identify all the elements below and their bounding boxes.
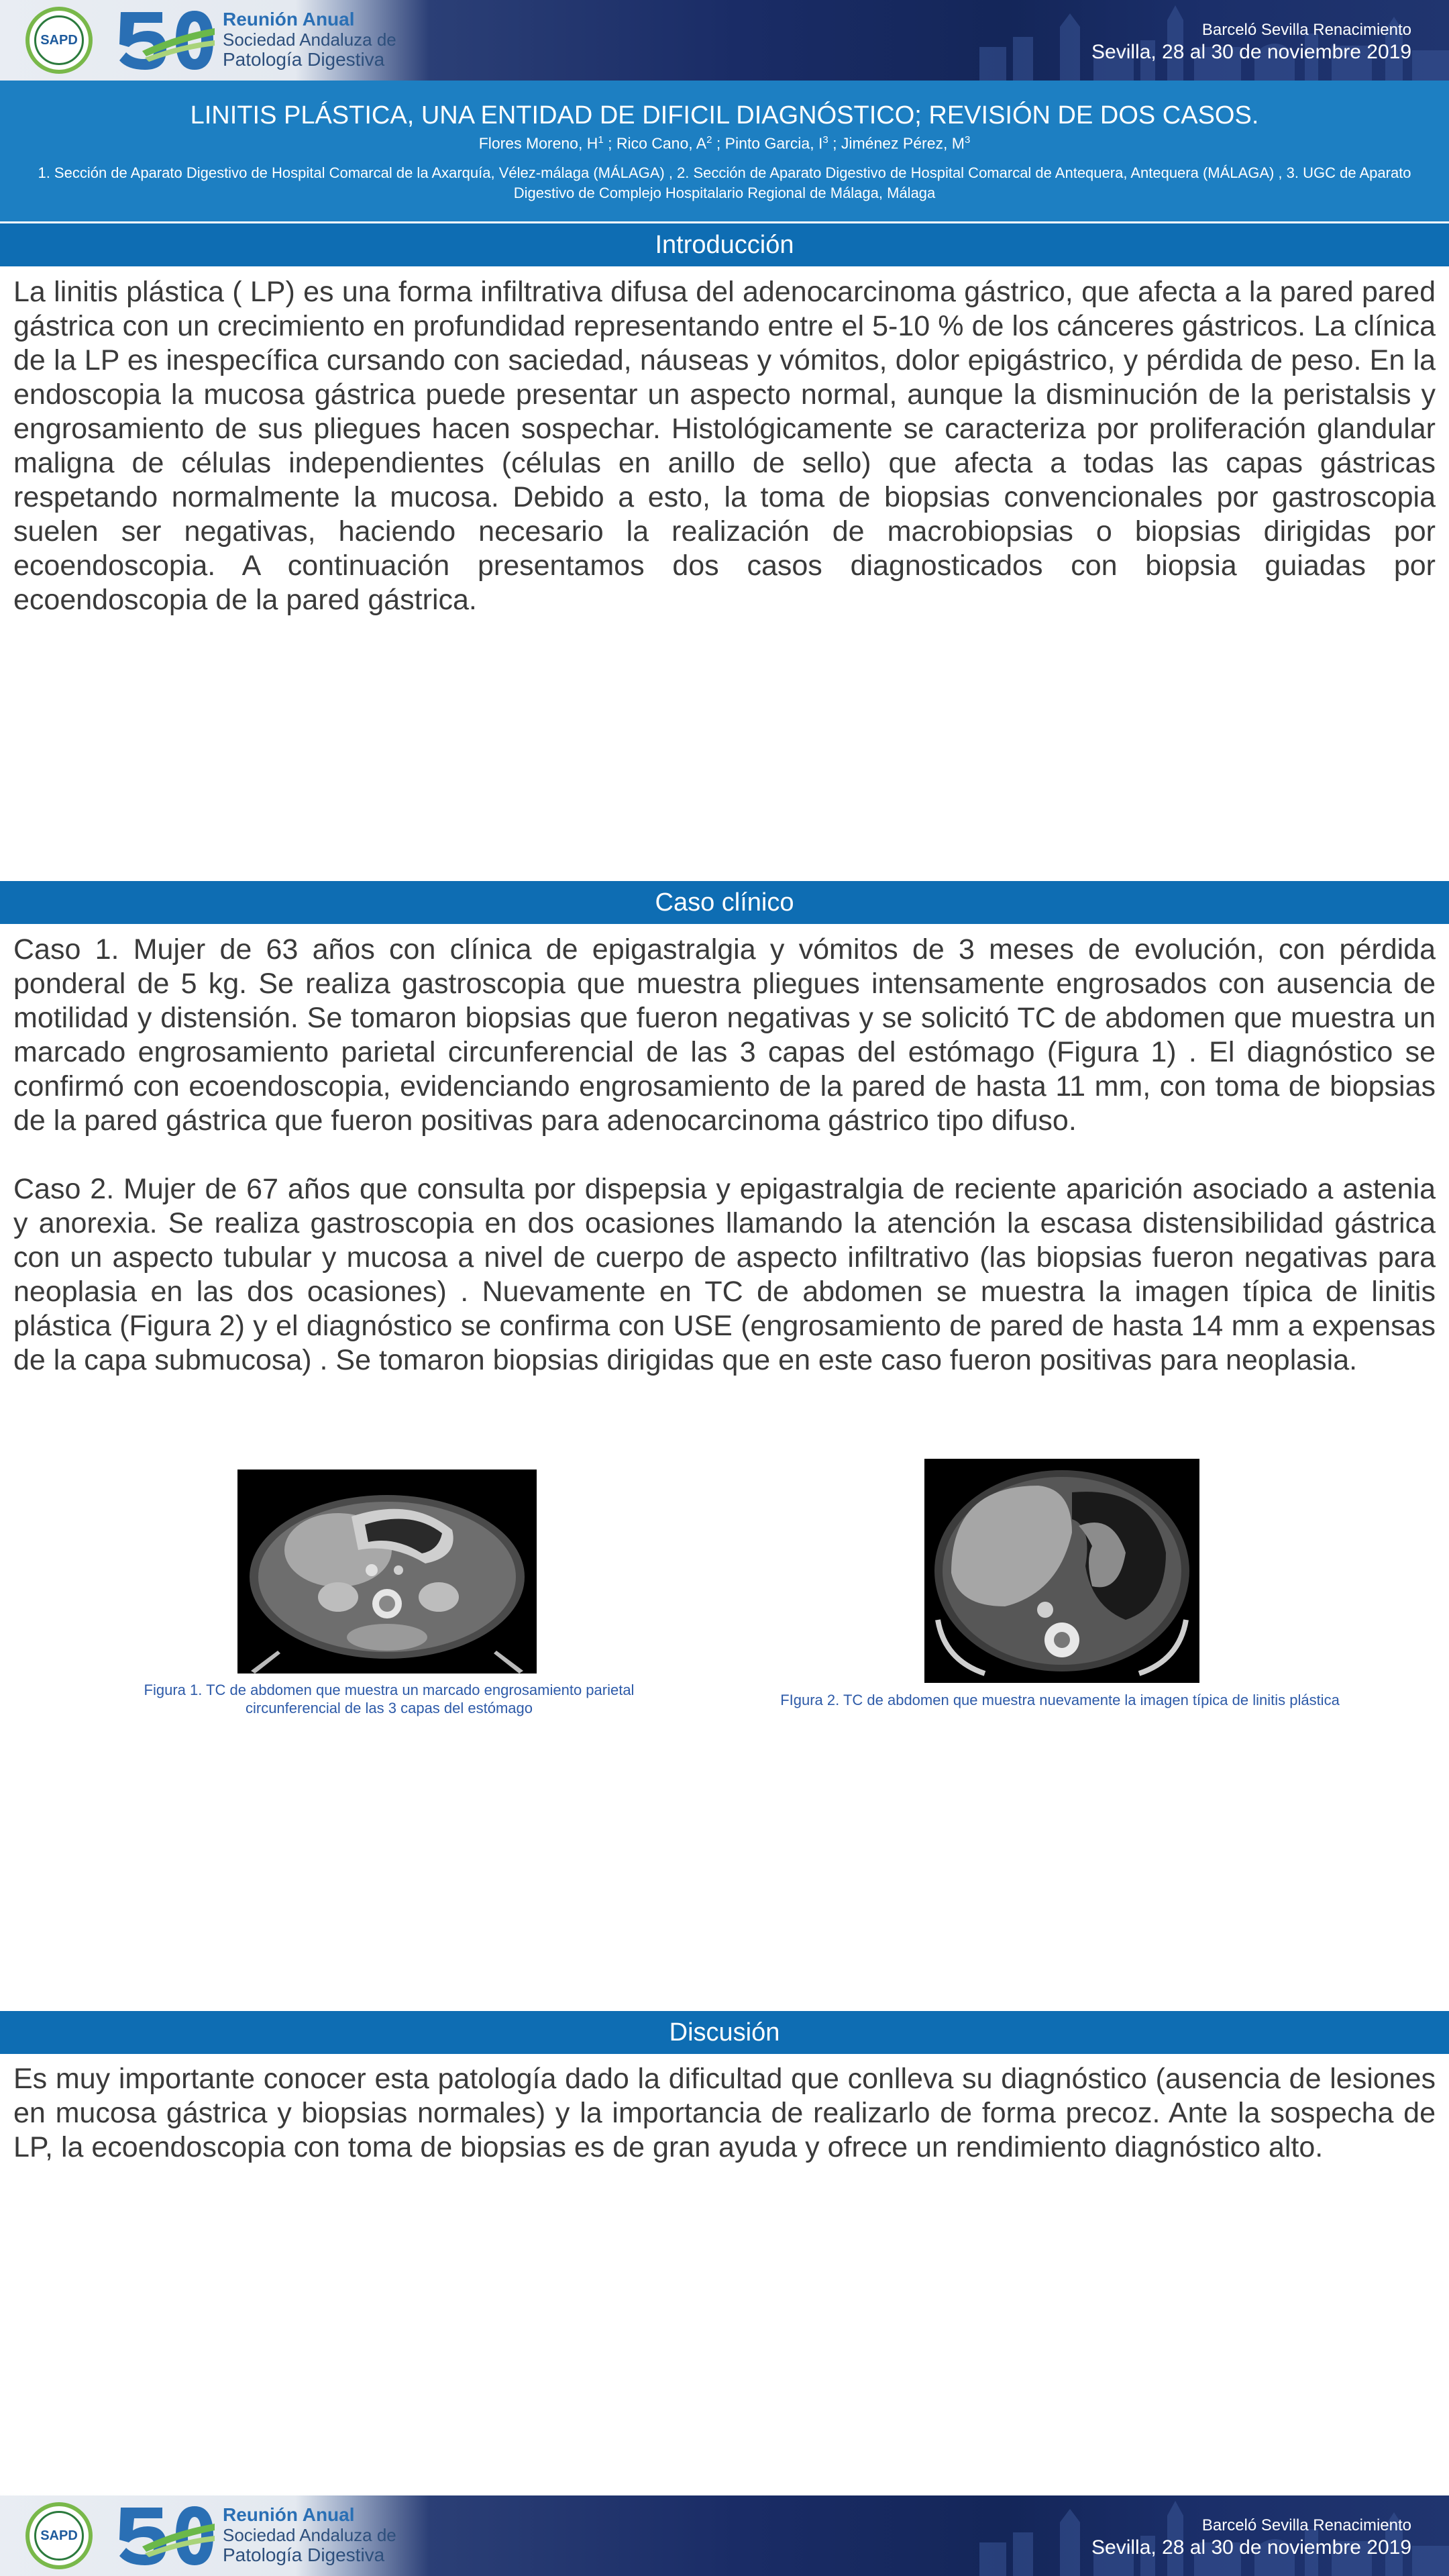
author-affiliation-number: 3 <box>964 134 971 146</box>
discussion-paragraph: Es muy importante conocer esta patología dado la dificultad que conlleva su diagnóstico (ausencia de lesiones en mucosa gástrica y biopsias normales) y la importancia de realizarlo de forma precoz. Ante la sospecha de LP, la ecoendoscopia con toma de biopsias es de gran ayuda y ofrece un rendimiento diagnóstico alto. <box>13 2063 1436 2163</box>
figure-1-ct-image <box>237 1470 537 1673</box>
anniversary-50-logo <box>115 2504 216 2568</box>
author-separator: ; <box>603 134 616 152</box>
poster-title: LINITIS PLÁSTICA, UNA ENTIDAD DE DIFICIL DIAGNÓSTICO; REVISIÓN DE DOS CASOS. <box>190 101 1259 130</box>
poster-title-block <box>0 81 1449 221</box>
author-name: Pinto Garcia, I <box>724 134 823 152</box>
venue-info <box>1091 2516 1411 2560</box>
intro-text <box>13 275 1436 617</box>
author-affiliation-number: 1 <box>598 134 604 146</box>
author-name: Flores Moreno, H <box>478 134 598 152</box>
organization-name <box>223 9 396 70</box>
figure-1-caption: Figura 1. TC de abdomen que muestra un marcado engrosamiento parietal circunferencial de las 3 capas del estómago <box>144 1682 635 1716</box>
author-separator: ; <box>712 134 725 152</box>
footer-banner <box>0 2495 1449 2576</box>
organization-name <box>223 2505 396 2565</box>
sapd-logo-text: SAPD <box>34 15 84 65</box>
author-name: Rico Cano, A <box>616 134 707 152</box>
author-affiliation-number: 3 <box>822 134 828 146</box>
sapd-logo <box>25 7 93 74</box>
section-heading-discussion: Discusión <box>0 2011 1449 2054</box>
sapd-logo-text: SAPD <box>34 2511 84 2561</box>
event-dates: Sevilla, 28 al 30 de noviembre 2019 <box>1091 2536 1411 2559</box>
org-line-2: Sociedad Andaluza de <box>223 2525 396 2545</box>
case-2-paragraph: Caso 2. Mujer de 67 años que consulta por dispepsia y epigastralgia de reciente aparición asociado a astenia y anorexia. Se realiza gastroscopia en dos ocasiones llamando la atención la escasa distensibilidad gástrica con un aspecto tubular y mucosa a nivel de cuerpo de aspecto infiltrativo (las biopsias fueron negativas para neoplasia en las dos ocasiones) . Nuevamente en TC de abdomen se muestra la imagen típica de linitis plástica (Figura 2) y el diagnóstico se confirma con USE (engrosamiento de pared de hasta 14 mm a expensas de la capa submucosa) . Se tomaron biopsias dirigidas que en este caso fueron positivas para neoplasia. <box>13 1173 1436 1376</box>
org-line-2: Sociedad Andaluza de <box>223 30 396 50</box>
venue-name: Barceló Sevilla Renacimiento <box>1201 2516 1411 2534</box>
event-dates: Sevilla, 28 al 30 de noviembre 2019 <box>1091 41 1411 63</box>
intro-paragraph: La linitis plástica ( LP) es una forma infiltrativa difusa del adenocarcinoma gástrico, que afecta a la pared pared gástrica con un crecimiento en profundidad representando entre el 5-10 % de los cánceres gástricos. La clínica de la LP es inespecífica cursando con saciedad, náuseas y vómitos, dolor epigástrico, y pérdida de peso. En la endoscopia la mucosa gástrica puede presentar un aspecto normal, aunque la disminución de la peristalsis y engrosamiento de sus pliegues hacen sospechar. Histológicamente se caracteriza por proliferación glandular maligna de células independientes (células en anillo de sello) que afecta a todas las capas gástricas respetando normalmente la mucosa. Debido a esto, la toma de biopsias convencionales por gastroscopia suelen ser negativas, haciendo necesario la realización de macrobiopsias o biopsias dirigidas por ecoendoscopia. A continuación presentamos dos casos diagnosticados con biopsia guiadas por ecoendoscopia de la pared gástrica. <box>13 276 1436 616</box>
anniversary-50-logo <box>115 8 216 72</box>
venue-name: Barceló Sevilla Renacimiento <box>1201 21 1411 39</box>
affiliations: 1. Sección de Aparato Digestivo de Hospital Comarcal de la Axarquía, Vélez-málaga (MÁLAGA) , 2. Sección de Aparato Digestivo de Hospital Comarcal de Antequera, Antequera (MÁLAGA) , 3. UGC de Aparato Digestivo de Complejo Hospitalario Regional de Málaga, Málaga <box>38 164 1411 201</box>
org-line-3: Patología Digestiva <box>223 49 385 70</box>
figure-2-ct-image <box>924 1459 1199 1683</box>
section-heading-intro: Introducción <box>0 223 1449 266</box>
header-banner <box>0 0 1449 81</box>
venue-info <box>1091 20 1411 64</box>
author-affiliation-number: 2 <box>706 134 712 146</box>
org-line-1: Reunión Anual <box>223 2504 355 2525</box>
case-1-paragraph: Caso 1. Mujer de 63 años con clínica de epigastralgia y vómitos de 3 meses de evolución, con pérdida ponderal de 5 kg. Se realiza gastroscopia que muestra pliegues intensamente engrosados con ausencia de motilidad y distensión. Se tomaron biopsias que fueron negativas y se solicitó TC de abdomen que muestra un marcado engrosamiento parietal circunferencial de las 3 capas del estómago (Figura 1) . El diagnóstico se confirmó con ecoendoscopia, evidenciando engrosamiento de la pared de hasta 11 mm, con toma de biopsias de la pared gástrica que fueron positivas para adenocarcinoma gástrico tipo difuso. <box>13 933 1436 1137</box>
author-name: Jiménez Pérez, M <box>841 134 965 152</box>
author-list <box>0 130 1449 154</box>
sapd-logo <box>25 2502 93 2569</box>
cases-text <box>13 933 1436 1378</box>
org-line-3: Patología Digestiva <box>223 2544 385 2565</box>
figure-2-caption: FIgura 2. TC de abdomen que muestra nuevamente la imagen típica de linitis plástica <box>780 1692 1340 1708</box>
author-separator: ; <box>828 134 841 152</box>
section-heading-cases: Caso clínico <box>0 881 1449 924</box>
org-line-1: Reunión Anual <box>223 9 355 30</box>
discussion-text <box>13 2062 1436 2165</box>
